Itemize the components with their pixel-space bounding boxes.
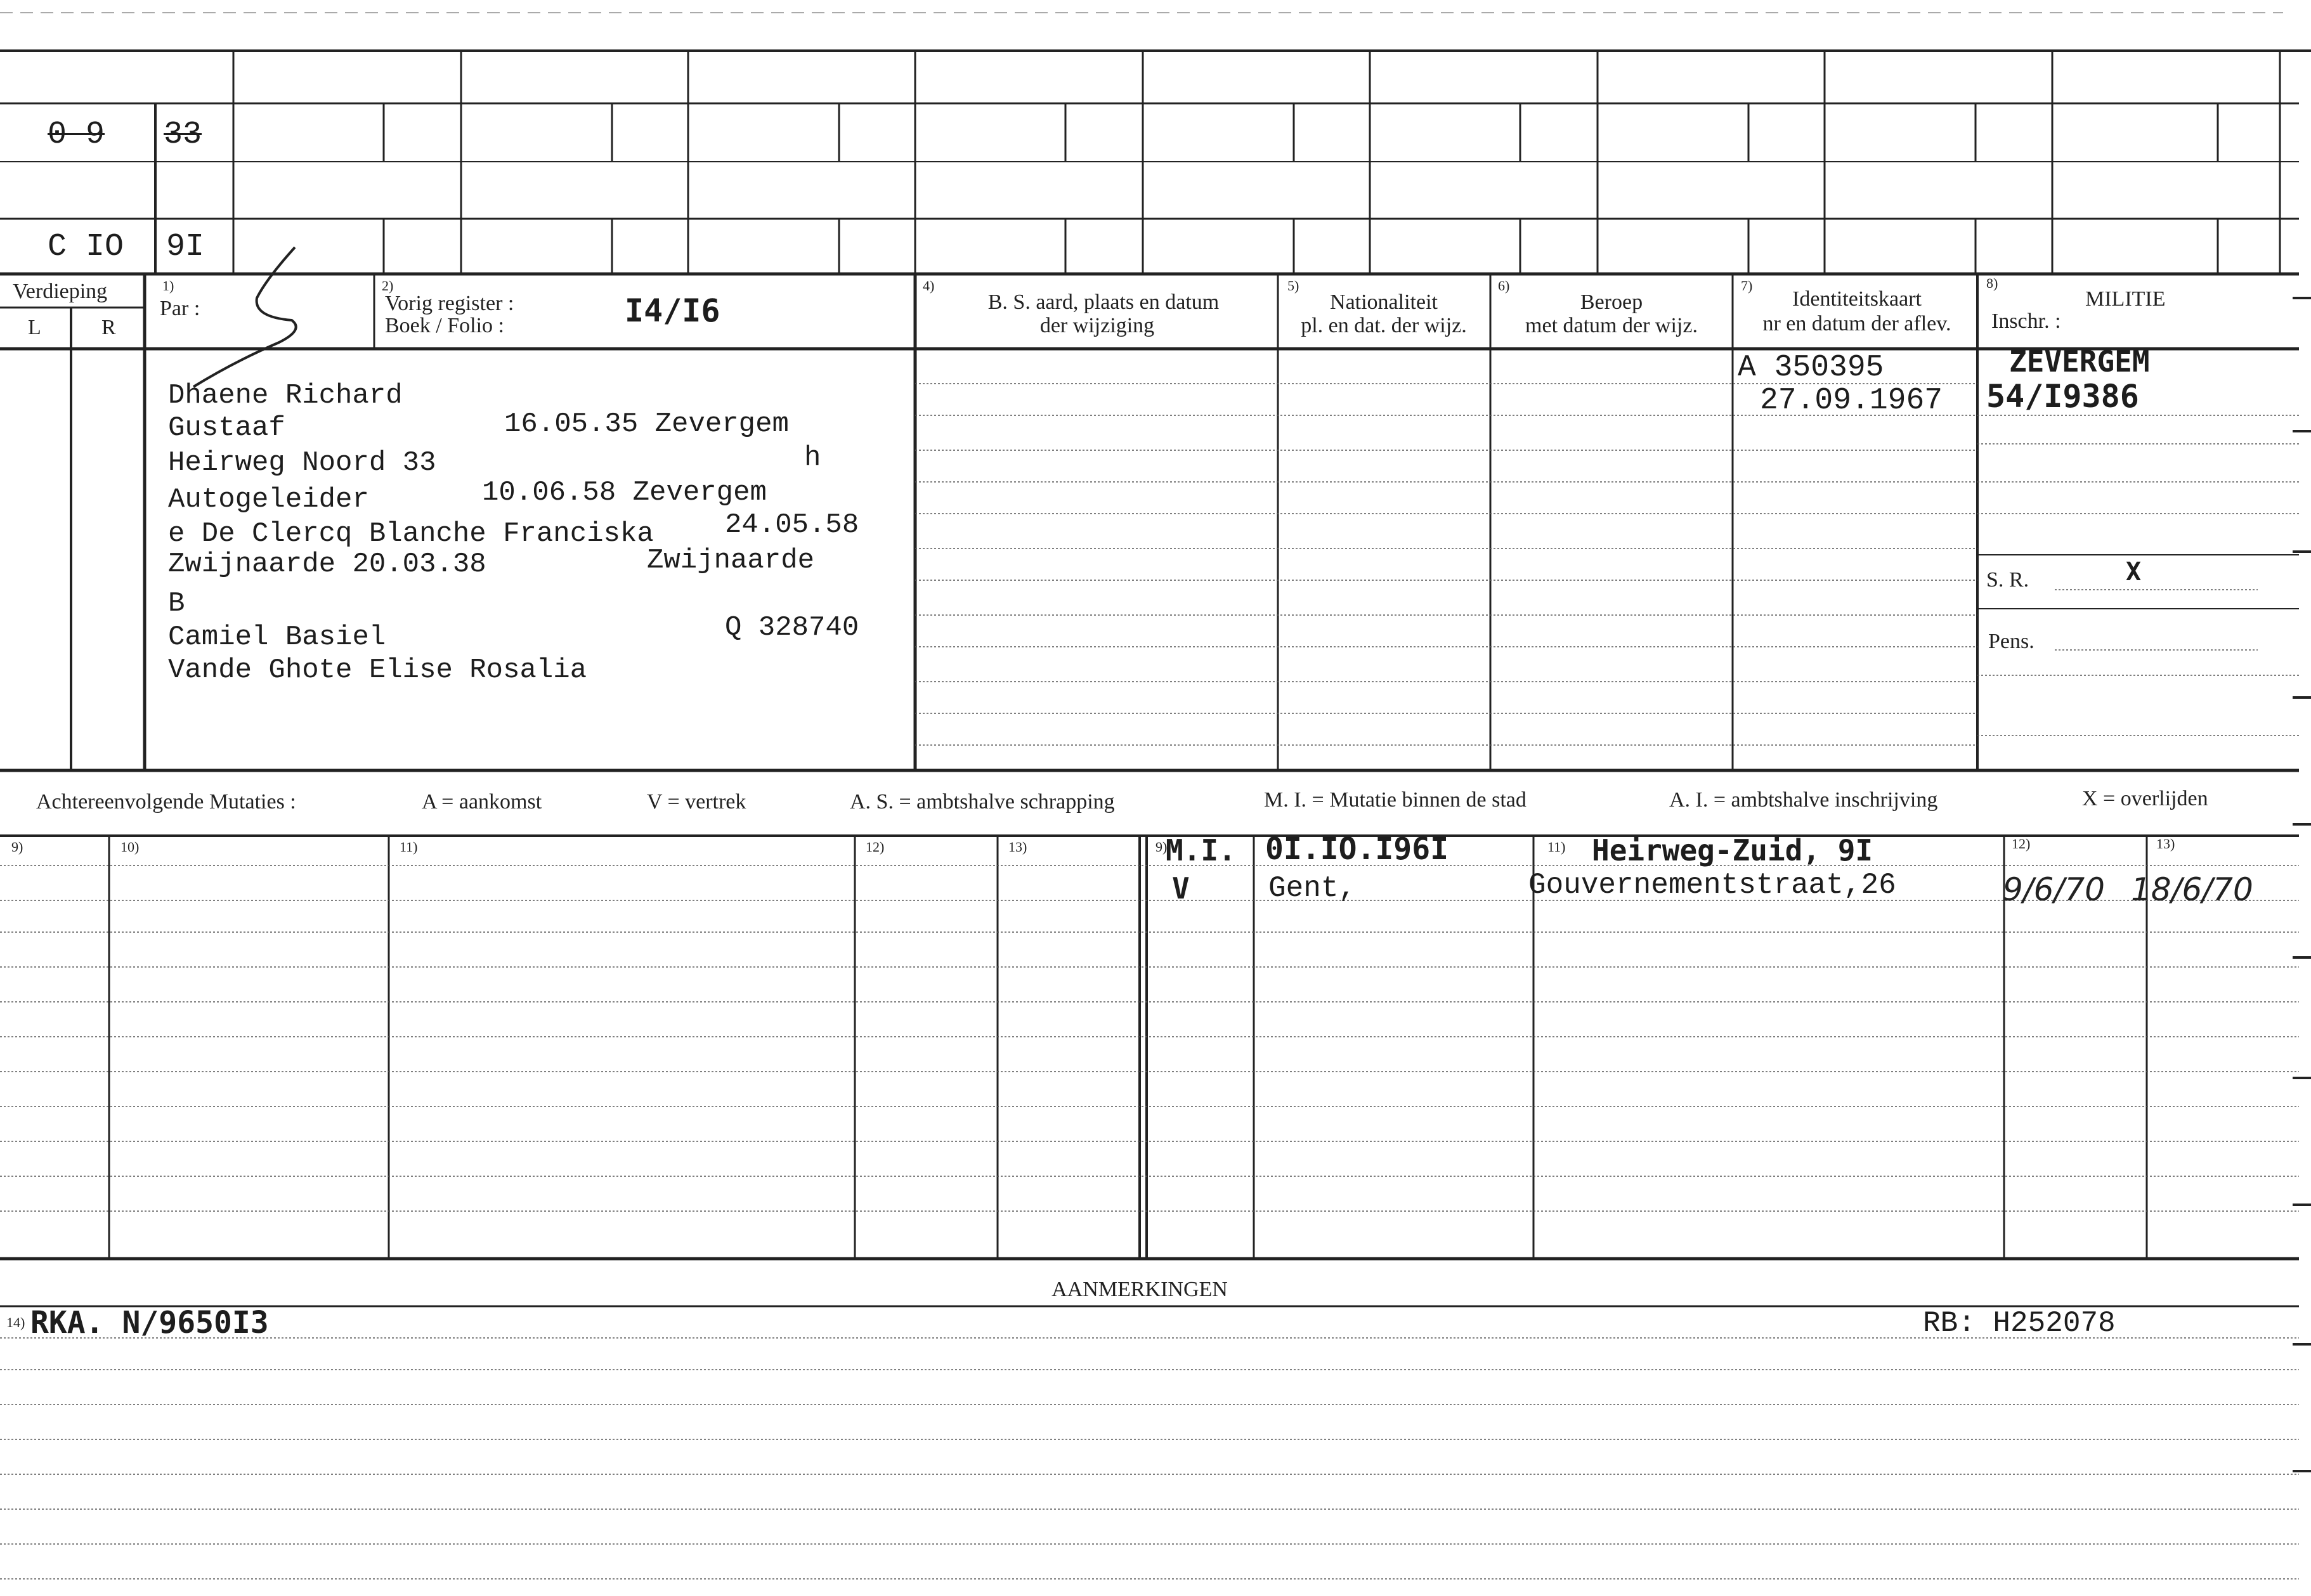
mutation-2-place: Gent,: [1268, 872, 1357, 905]
person-line-8: Camiel Basiel: [168, 621, 386, 653]
sr-value: X: [2126, 557, 2142, 587]
person-line-4: Autogeleider: [168, 484, 369, 516]
mut-col-10: 10): [120, 839, 140, 855]
legend-ai: A. I. = ambtshalve inschrijving: [1669, 788, 1938, 812]
legend-v: V = vertrek: [647, 790, 746, 814]
job-date-place: 10.06.58 Zevergem: [482, 477, 767, 509]
mutation-2-date-12: 9/6/70: [2003, 871, 2105, 908]
person-line-7: B: [168, 588, 185, 620]
wife-birthplace: Zwijnaarde: [647, 545, 815, 576]
mut-col-9-right: 9): [1156, 839, 1168, 855]
boek-folio-value: I4/I6: [625, 292, 720, 329]
pens-label: Pens.: [1988, 630, 2034, 653]
mut-col-12: 12): [866, 839, 885, 855]
mutation-1-code: M.I.: [1166, 833, 1236, 867]
id-card-number: A 350395: [1738, 351, 1884, 385]
par-label: Par :: [160, 297, 200, 320]
vorig-register-label: Vorig register :: [385, 292, 514, 315]
mut-col-11-right: 11): [1547, 839, 1566, 855]
sr-label: S. R.: [1986, 568, 2029, 592]
mut-col-13-right: 13): [2156, 836, 2175, 852]
mut-col-11: 11): [400, 839, 418, 855]
legend-mi: M. I. = Mutatie binnen de stad: [1264, 788, 1527, 812]
mutation-1-date: 0I.IO.I96I: [1265, 831, 1448, 867]
mutation-1-address: Heirweg-Zuid, 9I: [1592, 833, 1873, 867]
mut-col-12-right: 12): [2012, 836, 2031, 852]
nat-header-line2: pl. en dat. der wijz.: [1301, 314, 1467, 337]
note-1: 1): [162, 278, 174, 294]
beroep-header-line1: Beroep: [1580, 290, 1643, 314]
militie-label: MILITIE: [2085, 287, 2166, 311]
note-4: 4): [923, 278, 935, 294]
legend-x: X = overlijden: [2082, 787, 2208, 810]
birth-date-place: 16.05.35 Zevergem: [504, 408, 789, 440]
code-row2-b: 9I: [166, 229, 205, 265]
q-number: Q 328740: [725, 612, 859, 644]
person-line-5: e De Clercq Blanche Franciska: [168, 518, 654, 550]
code-row2-a: C IO: [48, 229, 124, 265]
marriage-date: 24.05.58: [725, 509, 859, 541]
id-card-date: 27.09.1967: [1760, 384, 1943, 418]
mutation-2-address: Gouvernementstraat,26: [1528, 869, 1896, 902]
boek-folio-label: Boek / Folio :: [385, 314, 504, 337]
h-mark: h: [804, 442, 821, 474]
mutations-title: Achtereenvolgende Mutaties :: [36, 790, 296, 814]
mut-col-9: 9): [11, 839, 23, 855]
legend-as: A. S. = ambtshalve schrapping: [850, 790, 1115, 814]
note-7: 7): [1741, 278, 1753, 294]
mut-col-13: 13): [1008, 839, 1027, 855]
person-line-1: Dhaene Richard: [168, 380, 403, 412]
inschr-label: Inschr. :: [1991, 309, 2061, 333]
person-line-3: Heirweg Noord 33: [168, 447, 436, 479]
verdieping-r: R: [101, 316, 116, 339]
bs-header-line2: der wijziging: [1039, 314, 1155, 337]
note-2: 2): [382, 278, 394, 294]
id-header-line1: Identiteitskaart: [1792, 287, 1922, 311]
remarks-title: AANMERKINGEN: [1051, 1278, 1228, 1301]
id-header-line2: nr en datum der aflev.: [1762, 312, 1951, 335]
beroep-header-line2: met datum der wijz.: [1525, 314, 1698, 337]
person-line-6: Zwijnaarde 20.03.38: [168, 548, 486, 580]
legend-a: A = aankomst: [422, 790, 542, 814]
verdieping-label: Verdieping: [13, 280, 108, 303]
person-line-2: Gustaaf: [168, 412, 285, 444]
nat-header-line1: Nationaliteit: [1330, 290, 1438, 314]
remarks-rb: RB: H252078: [1923, 1307, 2116, 1340]
mutation-2-date-13: 18/6/70: [2131, 871, 2253, 908]
remarks-note-14: 14): [6, 1314, 25, 1330]
remarks-rka: RKA. N/9650I3: [30, 1305, 269, 1340]
person-line-9: Vande Ghote Elise Rosalia: [168, 654, 587, 686]
verdieping-l: L: [28, 316, 41, 339]
militia-place: ZEVERGEM: [2009, 344, 2150, 379]
code-row1-a: 0 9: [48, 117, 105, 153]
mutation-2-code: V: [1172, 871, 1190, 905]
note-6: 6): [1498, 278, 1510, 294]
militia-number: 54/I9386: [1986, 378, 2139, 415]
note-5: 5): [1287, 278, 1299, 294]
bs-header-line1: B. S. aard, plaats en datum: [987, 290, 1220, 314]
code-row1-b: 33: [164, 117, 202, 153]
note-8: 8): [1986, 275, 1998, 291]
